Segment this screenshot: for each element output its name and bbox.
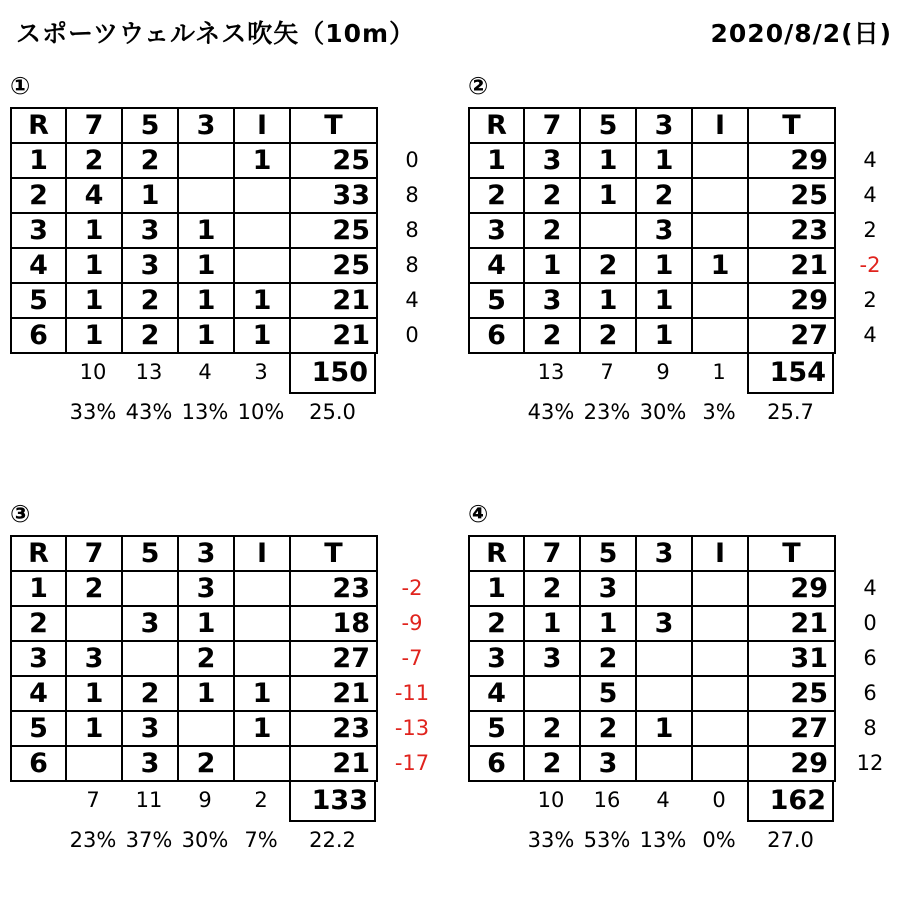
header-cell: 7 [524,108,580,143]
count-cell: 1 [178,213,234,248]
grand-total: 154 [747,354,834,394]
grand-total: 162 [747,782,834,822]
count-value: 10 [537,788,565,812]
count-cell [692,641,748,676]
table-row [469,143,835,178]
round-cell: 3 [469,213,524,248]
total-cell: 21 [290,283,377,318]
count-value: 13 [135,360,163,384]
total-cell: 25 [290,143,377,178]
round-cell: 4 [11,248,66,283]
percent-value: 37% [125,828,173,852]
count-cell: 2 [580,641,636,676]
count-cell: 4 [66,178,122,213]
header-cell: T [748,108,835,143]
count-value: 11 [135,788,163,812]
table-row [469,248,835,283]
count-cell [636,746,692,781]
row-diff: 0 [863,611,877,635]
count-cell: 2 [178,641,234,676]
row-diff: 2 [863,288,877,312]
count-cell [692,318,748,353]
count-cell: 2 [580,248,636,283]
count-cell: 3 [66,641,122,676]
total-cell: 29 [748,283,835,318]
round-cell: 2 [11,606,66,641]
count-cell [122,641,178,676]
count-cell [692,746,748,781]
round-cell: 6 [11,318,66,353]
count-cell: 2 [178,746,234,781]
row-diff: 2 [863,218,877,242]
count-cell: 3 [636,213,692,248]
average-value: 25.0 [309,400,356,424]
count-cell [692,711,748,746]
round-cell: 2 [469,178,524,213]
table-row [11,248,377,283]
count-cell [692,676,748,711]
header-cell: 5 [122,536,178,571]
count-cell: 1 [636,283,692,318]
count-cell: 1 [636,711,692,746]
count-value: 1 [712,360,726,384]
round-cell: 4 [469,676,524,711]
page-title: スポーツウェルネス吹矢（10m） [16,19,416,48]
round-cell: 5 [11,283,66,318]
count-cell: 3 [122,746,178,781]
row-diff: 6 [863,681,877,705]
score-table [468,107,836,354]
count-cell: 1 [234,676,290,711]
round-cell: 1 [11,143,66,178]
count-cell: 2 [122,318,178,353]
average-value: 22.2 [309,828,356,852]
count-cell: 1 [580,178,636,213]
row-diff: 0 [405,323,419,347]
header-cell: 3 [636,108,692,143]
table-row [11,213,377,248]
count-cell: 2 [66,571,122,606]
count-cell [692,283,748,318]
count-cell: 2 [524,711,580,746]
total-cell: 21 [290,676,377,711]
total-cell: 23 [748,213,835,248]
row-diff: 0 [405,148,419,172]
total-cell: 25 [290,248,377,283]
header-cell: R [11,108,66,143]
header-cell: 3 [636,536,692,571]
block-number: ② [468,72,489,100]
total-cell: 29 [748,143,835,178]
count-value: 4 [198,360,212,384]
count-cell: 3 [122,248,178,283]
count-value: 0 [712,788,726,812]
count-cell: 3 [122,711,178,746]
header-cell: 3 [178,536,234,571]
row-diff: 4 [863,576,877,600]
header-cell: 3 [178,108,234,143]
round-cell: 3 [469,641,524,676]
percent-value: 7% [244,828,278,852]
block-number: ③ [10,500,31,528]
count-value: 7 [600,360,614,384]
count-cell [636,641,692,676]
count-cell: 1 [636,143,692,178]
table-row [469,711,835,746]
count-cell: 1 [178,676,234,711]
round-cell: 4 [469,248,524,283]
percent-value: 3% [702,400,736,424]
table-row [469,676,835,711]
round-cell: 6 [469,746,524,781]
count-cell: 2 [524,571,580,606]
score-table [10,535,378,782]
round-cell: 5 [11,711,66,746]
count-cell: 2 [524,746,580,781]
row-diff: -9 [401,611,423,635]
row-diff: -11 [394,681,430,705]
percent-value: 30% [639,400,687,424]
count-cell: 1 [178,248,234,283]
row-diff: 4 [405,288,419,312]
percent-value: 33% [69,400,117,424]
table-row [11,571,377,606]
count-cell [636,571,692,606]
block-number: ① [10,72,31,100]
count-value: 2 [254,788,268,812]
count-cell: 1 [234,711,290,746]
header-cell: T [290,108,377,143]
score-block-2 [458,72,900,492]
total-cell: 31 [748,641,835,676]
header-cell: R [11,536,66,571]
count-cell: 1 [122,178,178,213]
row-diff: 4 [863,323,877,347]
table-row [11,143,377,178]
row-diff: 8 [405,218,419,242]
count-cell: 1 [178,283,234,318]
count-cell [692,606,748,641]
total-cell: 29 [748,571,835,606]
block-number: ④ [468,500,489,528]
score-block-1 [0,72,450,492]
count-cell: 2 [122,283,178,318]
row-diff: 4 [863,183,877,207]
percent-value: 43% [125,400,173,424]
row-diff: 8 [863,716,877,740]
count-cell: 1 [636,248,692,283]
count-cell: 3 [524,283,580,318]
header-cell: R [469,536,524,571]
count-cell [234,213,290,248]
header-cell: I [692,108,748,143]
count-value: 9 [656,360,670,384]
count-cell [234,248,290,283]
table-row [469,178,835,213]
row-diff: 8 [405,183,419,207]
total-cell: 21 [748,606,835,641]
percent-value: 43% [527,400,575,424]
count-cell: 1 [524,606,580,641]
count-cell: 1 [580,143,636,178]
count-value: 13 [537,360,565,384]
total-cell: 25 [748,676,835,711]
percent-value: 23% [583,400,631,424]
total-cell: 18 [290,606,377,641]
count-cell [580,213,636,248]
percent-value: 23% [69,828,117,852]
table-row [11,606,377,641]
round-cell: 3 [11,641,66,676]
row-diff: 4 [863,148,877,172]
count-cell [66,746,122,781]
count-cell: 1 [524,248,580,283]
count-cell [178,711,234,746]
percent-value: 30% [181,828,229,852]
row-diff: -13 [394,716,430,740]
total-cell: 21 [290,746,377,781]
round-cell: 1 [11,571,66,606]
total-cell: 23 [290,711,377,746]
round-cell: 3 [11,213,66,248]
total-cell: 23 [290,571,377,606]
row-diff: -17 [394,751,430,775]
average-value: 25.7 [767,400,814,424]
count-cell [524,676,580,711]
header-cell: 5 [580,108,636,143]
count-cell [122,571,178,606]
total-cell: 25 [290,213,377,248]
percent-value: 13% [181,400,229,424]
total-cell: 21 [748,248,835,283]
table-row [11,746,377,781]
count-cell: 1 [178,606,234,641]
table-row [469,318,835,353]
page-date: 2020/8/2(日) [710,19,892,48]
count-cell: 1 [636,318,692,353]
table-row [11,711,377,746]
count-cell: 1 [66,248,122,283]
score-table [468,535,836,782]
header-cell: T [290,536,377,571]
row-diff: -7 [401,646,423,670]
count-cell: 2 [524,213,580,248]
count-cell: 1 [234,318,290,353]
count-cell [692,143,748,178]
count-cell: 3 [122,213,178,248]
count-cell: 3 [178,571,234,606]
count-cell: 2 [580,711,636,746]
count-cell: 2 [122,676,178,711]
table-row [469,746,835,781]
score-table [10,107,378,354]
count-value: 4 [656,788,670,812]
count-value: 3 [254,360,268,384]
round-cell: 6 [11,746,66,781]
count-cell: 5 [580,676,636,711]
count-cell: 2 [580,318,636,353]
total-cell: 29 [748,746,835,781]
grand-total: 133 [289,782,376,822]
header-cell: I [692,536,748,571]
header-cell: R [469,108,524,143]
table-row [469,641,835,676]
count-cell [692,571,748,606]
count-cell [234,571,290,606]
round-cell: 1 [469,143,524,178]
total-cell: 27 [290,641,377,676]
score-block-3 [0,500,450,920]
count-cell [178,143,234,178]
table-row [11,641,377,676]
round-cell: 2 [469,606,524,641]
header-cell: 5 [580,536,636,571]
count-cell: 1 [66,283,122,318]
round-cell: 1 [469,571,524,606]
count-cell: 3 [580,571,636,606]
count-cell [178,178,234,213]
header-cell: 7 [66,108,122,143]
count-cell: 3 [524,641,580,676]
count-cell: 2 [122,143,178,178]
grand-total: 150 [289,354,376,394]
total-cell: 33 [290,178,377,213]
total-cell: 27 [748,318,835,353]
header-row [11,108,377,143]
count-cell [234,178,290,213]
count-value: 7 [86,788,100,812]
count-cell: 2 [524,318,580,353]
table-row [469,571,835,606]
header-row [469,108,835,143]
count-cell [636,676,692,711]
round-cell: 6 [469,318,524,353]
count-cell: 1 [66,213,122,248]
total-cell: 25 [748,178,835,213]
table-row [11,178,377,213]
count-cell: 2 [636,178,692,213]
total-cell: 27 [748,711,835,746]
count-cell: 1 [234,143,290,178]
row-diff: 6 [863,646,877,670]
round-cell: 4 [11,676,66,711]
percent-value: 0% [702,828,736,852]
count-cell [234,606,290,641]
table-row [469,283,835,318]
total-cell: 21 [290,318,377,353]
count-cell: 1 [66,676,122,711]
header-row [11,536,377,571]
round-cell: 2 [11,178,66,213]
table-row [469,606,835,641]
header-cell: T [748,536,835,571]
count-cell: 1 [692,248,748,283]
round-cell: 5 [469,283,524,318]
row-diff: -2 [401,576,423,600]
count-cell: 3 [122,606,178,641]
count-value: 9 [198,788,212,812]
table-row [11,676,377,711]
header-cell: I [234,108,290,143]
round-cell: 5 [469,711,524,746]
count-value: 10 [79,360,107,384]
header-cell: 7 [524,536,580,571]
count-cell [66,606,122,641]
count-cell: 1 [580,283,636,318]
count-cell: 1 [66,318,122,353]
row-diff: 12 [856,751,884,775]
count-cell [692,213,748,248]
header-cell: 5 [122,108,178,143]
count-cell: 1 [178,318,234,353]
row-diff: -2 [859,253,881,277]
percent-value: 53% [583,828,631,852]
count-cell: 1 [234,283,290,318]
count-value: 16 [593,788,621,812]
count-cell: 3 [636,606,692,641]
percent-value: 13% [639,828,687,852]
count-cell [234,746,290,781]
count-cell: 3 [524,143,580,178]
count-cell: 1 [66,711,122,746]
header-cell: 7 [66,536,122,571]
table-row [469,213,835,248]
average-value: 27.0 [767,828,814,852]
count-cell [234,641,290,676]
table-row [11,318,377,353]
header-row [469,536,835,571]
table-row [11,283,377,318]
count-cell: 3 [580,746,636,781]
row-diff: 8 [405,253,419,277]
count-cell [692,178,748,213]
count-cell: 2 [66,143,122,178]
header-cell: I [234,536,290,571]
percent-value: 10% [237,400,285,424]
count-cell: 1 [580,606,636,641]
count-cell: 2 [524,178,580,213]
score-block-4 [458,500,900,920]
percent-value: 33% [527,828,575,852]
